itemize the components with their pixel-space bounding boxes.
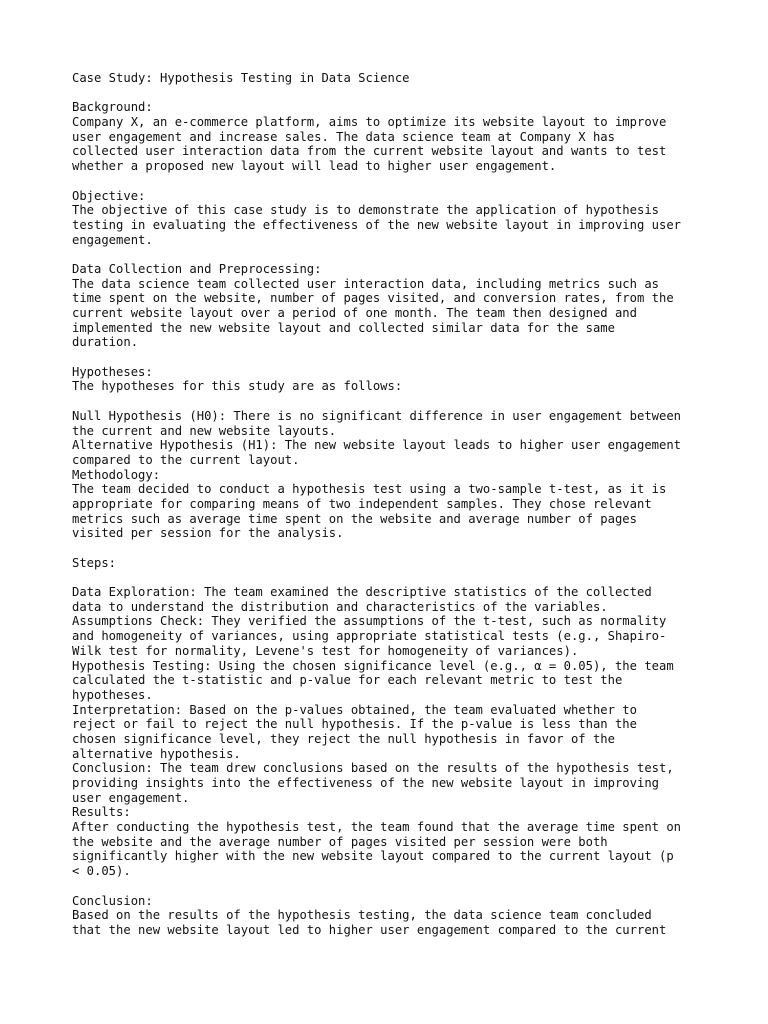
text-line: The team decided to conduct a hypothesis test using a two-sample t-test, as it is (72, 482, 667, 497)
text-line: The hypotheses for this study are as follows: (72, 379, 403, 394)
text-line: testing in evaluating the effectiveness of the new website layout in improving user (72, 217, 682, 232)
text-line: Assumptions Check: They verified the assumptions of the t-test, such as normality (72, 614, 667, 629)
text-line: Conclusion: The team drew conclusions based on the results of the hypothesis test, (72, 761, 674, 776)
text-line: Wilk test for normality, Levene's test for homogeneity of variances). (72, 643, 579, 658)
text-line: Hypotheses: (72, 364, 153, 379)
text-line: calculated the t-statistic and p-value for each relevant metric to test the (72, 673, 623, 688)
text-line: collected user interaction data from the current website layout and wants to test (72, 144, 667, 159)
text-line: reject or fail to reject the null hypothesis. If the p-value is less than the (72, 717, 637, 732)
text-line: implemented the new website layout and collected similar data for the same (72, 320, 615, 335)
text-line: visited per session for the analysis. (72, 526, 344, 541)
text-line: metrics such as average time spent on the website and average number of pages (72, 511, 637, 526)
text-line: significantly higher with the new website layout compared to the current layout (p (72, 849, 674, 864)
blank-line (72, 570, 712, 585)
blank-line (72, 174, 712, 189)
text-line: Objective: (72, 188, 146, 203)
text-line: Data Exploration: The team examined the descriptive statistics of the collected (72, 585, 652, 600)
blank-line (72, 541, 712, 556)
document-body (72, 71, 712, 938)
text-line: After conducting the hypothesis test, the team found that the average time spent on (72, 820, 682, 835)
text-line: that the new website layout led to higher user engagement compared to the current (72, 922, 667, 937)
text-line: providing insights into the effectiveness of the new website layout in improving (72, 776, 659, 790)
blank-line (72, 350, 712, 365)
text-line: Background: (72, 100, 153, 115)
text-line: Methodology: (72, 467, 161, 482)
text-line: compared to the current layout. (72, 452, 300, 467)
text-line: current website layout over a period of one month. The team then designed and (72, 306, 637, 320)
text-line: chosen significance level, they reject the null hypothesis in favor of the (72, 731, 615, 746)
text-line: Null Hypothesis (H0): There is no significant difference in user engagement between (72, 408, 682, 423)
text-line: duration. (72, 335, 139, 350)
text-line: Results: (72, 805, 131, 820)
blank-line (72, 879, 712, 894)
text-line: The objective of this case study is to demonstrate the application of hypothesis (72, 203, 659, 218)
text-line: engagement. (72, 232, 153, 247)
text-line: alternative hypothesis. (72, 746, 241, 761)
blank-line (72, 86, 712, 101)
text-line: < 0.05). (72, 864, 131, 879)
blank-line (72, 394, 712, 409)
text-line: Based on the results of the hypothesis testing, the data science team concluded (72, 908, 652, 923)
text-line: appropriate for comparing means of two independent samples. They chose relevant (72, 496, 652, 511)
text-line: the website and the average number of pages visited per session were both (72, 834, 608, 849)
text-line: Company X, an e-commerce platform, aims to optimize its website layout to improve (72, 115, 667, 130)
text-line: Alternative Hypothesis (H1): The new website layout leads to higher user engagement (72, 438, 682, 453)
text-line: Hypothesis Testing: Using the chosen significance level (e.g., α = 0.05), the team (72, 658, 674, 673)
text-line: Interpretation: Based on the p-values obtained, the team evaluated whether to (72, 702, 637, 717)
blank-line (72, 247, 712, 262)
text-line: whether a proposed new layout will lead to higher user engagement. (72, 159, 557, 174)
text-line: time spent on the website, number of pages visited, and conversion rates, from the (72, 291, 674, 306)
text-line: user engagement and increase sales. The data science team at Company X has (72, 129, 615, 144)
text-line: user engagement. (72, 790, 190, 805)
text-line: data to understand the distribution and characteristics of the variables. (72, 599, 608, 614)
text-line: Case Study: Hypothesis Testing in Data Science (72, 71, 410, 85)
text-line: and homogeneity of variances, using appropriate statistical tests (e.g., Shapiro- (72, 629, 667, 644)
text-line: the current and new website layouts. (72, 423, 337, 438)
text-line: hypotheses. (72, 687, 153, 702)
text-line: The data science team collected user interaction data, including metrics such as (72, 276, 659, 291)
text-line: Steps: (72, 555, 117, 570)
text-line: Conclusion: (72, 893, 153, 908)
text-line: Data Collection and Preprocessing: (72, 261, 322, 276)
